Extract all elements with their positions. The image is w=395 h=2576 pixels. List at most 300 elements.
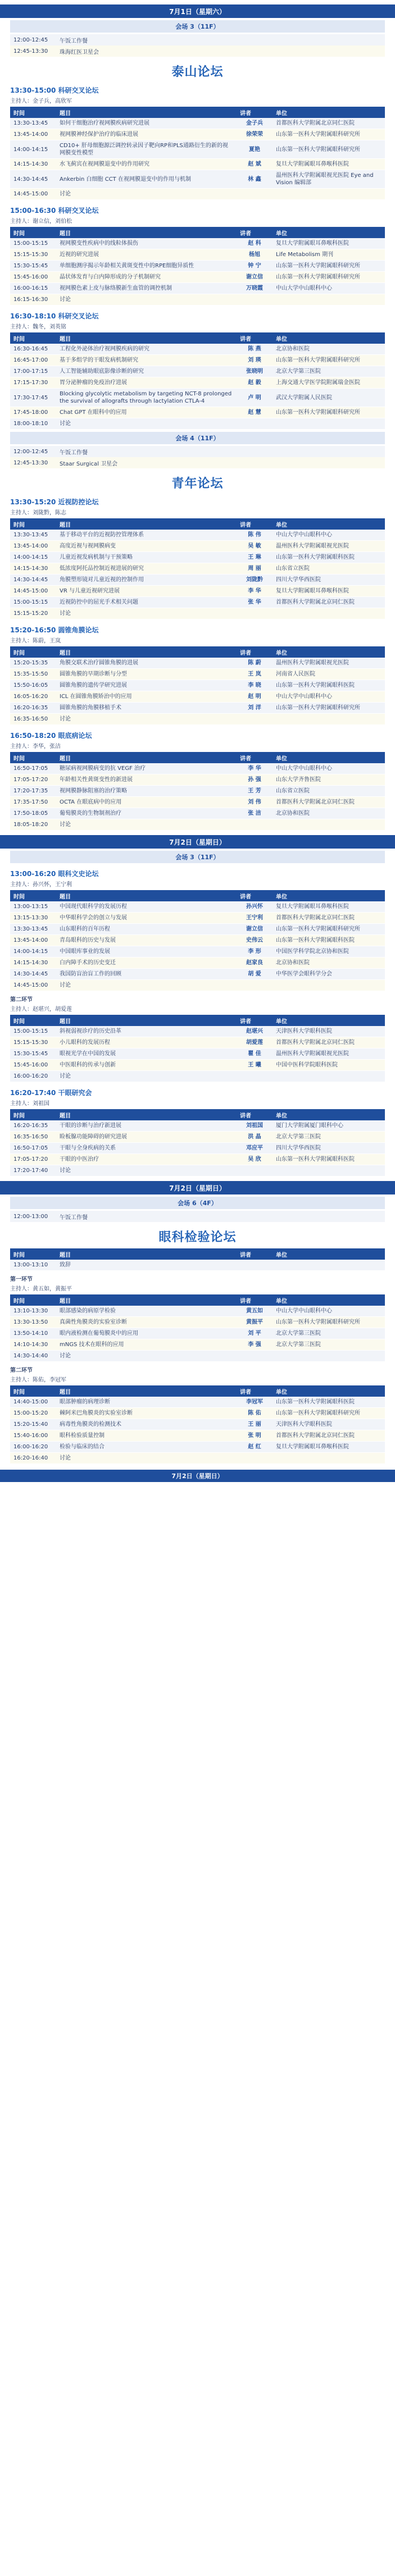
session-table <box>10 1109 385 1177</box>
talk-time: 14:15-14:30 <box>10 159 56 170</box>
column-header: 单位 <box>273 107 385 118</box>
talk-row <box>10 774 385 786</box>
talk-row <box>10 1037 385 1048</box>
talk-affiliation: 北京大学第三医院 <box>273 1132 385 1143</box>
talk-speaker <box>237 1071 273 1082</box>
talk-affiliation: 温州医科大学附属眼视光医院 <box>273 658 385 669</box>
column-header: 讲者 <box>237 1294 273 1306</box>
talk-affiliation: 山东第一医科大学附属眼科研究所 <box>273 407 385 418</box>
talk-row <box>10 1430 385 1442</box>
talk-title: Ankerbin 白细胞 CCT 在视网膜退变中的作用与机制 <box>56 170 237 189</box>
session-table <box>10 332 385 430</box>
session-header <box>10 625 385 644</box>
talk-affiliation: 首都医科大学附属北京同仁医院 <box>273 1430 385 1442</box>
program-schedule <box>0 4 395 1482</box>
talk-affiliation: Life Metabolism 期刊 <box>273 249 385 261</box>
talk-time: 17:00-17:15 <box>10 366 56 377</box>
talk-row <box>10 541 385 552</box>
talk-title: 眼内液检测在葡萄膜炎中的应用 <box>56 1328 237 1339</box>
talk-row <box>10 586 385 597</box>
talk-speaker <box>237 1453 273 1464</box>
talk-time: 16:50-17:05 <box>10 1143 56 1154</box>
talk-time: 15:00-15:15 <box>10 238 56 249</box>
talk-title: 睑板腺功能障碍的研究进展 <box>56 1132 237 1143</box>
column-header: 题目 <box>56 332 237 344</box>
talk-speaker: 李 形 <box>237 946 273 958</box>
talk-affiliation: 山东省立医院 <box>273 563 385 575</box>
talk-row <box>10 1408 385 1419</box>
talk-time: 14:30-14:45 <box>10 575 56 586</box>
talk-speaker: 陈 伟 <box>237 530 273 541</box>
talk-speaker: 刘祖国 <box>237 1120 273 1132</box>
talk-speaker: 万晓霞 <box>237 283 273 294</box>
talk-affiliation: 温州医科大学附属眼视光医院 <box>273 541 385 552</box>
talk-affiliation <box>273 1071 385 1082</box>
talk-row <box>10 355 385 366</box>
talk-time: 16:35-16:50 <box>10 714 56 725</box>
talk-speaker: 徐荣荣 <box>237 129 273 140</box>
talk-row <box>10 1260 385 1271</box>
talk-speaker: 孙 强 <box>237 774 273 786</box>
talk-affiliation: 温州医科大学附属眼视光医院 <box>273 1048 385 1060</box>
talk-row <box>10 407 385 418</box>
talk-row <box>10 1060 385 1071</box>
talk-affiliation: 中山大学中山眼科中心 <box>273 283 385 294</box>
talk-title: 胃分泌肿瘤的免疫治疗进展 <box>56 377 237 389</box>
talk-time: 16:50-17:05 <box>10 763 56 774</box>
date-banner: 7月2日（星期日） <box>0 835 395 849</box>
talk-speaker <box>237 1260 273 1271</box>
column-header: 题目 <box>56 752 237 763</box>
column-header: 题目 <box>56 518 237 530</box>
talk-time: 14:30-14:45 <box>10 170 56 189</box>
session-header <box>10 311 385 330</box>
talk-row <box>10 283 385 294</box>
talk-affiliation: 山东第一医科大学附属眼科研究所 <box>273 129 385 140</box>
talk-title: 视网膜变性疾病中的线粒体损伤 <box>56 238 237 249</box>
session-title: 16:50-18:20 眼底病论坛 <box>10 732 92 740</box>
talk-speaker: 瞿 佳 <box>237 1048 273 1060</box>
talk-time: 13:15-13:30 <box>10 913 56 924</box>
footer-date-banner: 7月2日（星期日） <box>0 1470 395 1482</box>
talk-affiliation: 首都医科大学附属北京同仁医院 <box>273 1037 385 1048</box>
talk-affiliation: 北京协和医院 <box>273 808 385 819</box>
talk-speaker <box>237 294 273 306</box>
talk-row <box>10 1453 385 1464</box>
talk-title: 棘阿米巴角膜炎的实验室诊断 <box>56 1408 237 1419</box>
talk-affiliation <box>273 189 385 200</box>
talk-row <box>10 980 385 991</box>
talk-time: 13:30-13:45 <box>10 530 56 541</box>
break-time: 12:00-13:00 <box>13 1213 48 1220</box>
group-label: 第一环节 <box>10 1276 33 1283</box>
break-title: 午饭工作餐 <box>60 449 88 456</box>
talk-row <box>10 1132 385 1143</box>
session-chair: 主持人：谢立信，刘伯松 <box>10 218 72 225</box>
column-header: 讲者 <box>237 646 273 658</box>
talk-speaker: 王 岚 <box>237 669 273 680</box>
table-header-row <box>10 890 385 901</box>
talk-row <box>10 924 385 935</box>
talk-time: 14:10-14:30 <box>10 1339 56 1351</box>
talk-title: 视网膜色素上皮与脉络膜新生血管的调控机制 <box>56 283 237 294</box>
talk-row <box>10 366 385 377</box>
talk-title: 讨论 <box>56 189 237 200</box>
talk-time: 17:50-18:05 <box>10 808 56 819</box>
talk-time: 16:00-16:20 <box>10 1071 56 1082</box>
talk-time: 15:30-15:45 <box>10 1048 56 1060</box>
session-title: 13:30-15:00 科研交叉论坛 <box>10 86 99 94</box>
talk-affiliation: 中华医学会眼科学分会 <box>273 969 385 980</box>
talk-time: 17:45-18:00 <box>10 407 56 418</box>
talk-speaker: 赵 明 <box>237 691 273 703</box>
talk-time: 14:30-14:45 <box>10 969 56 980</box>
talk-title: 儿童近视发病机制与干预策略 <box>56 552 237 563</box>
talk-speaker: 谢立信 <box>237 272 273 283</box>
talk-affiliation: 中国医学科学院北京协和医院 <box>273 946 385 958</box>
talk-time: 16:30-16:45 <box>10 344 56 355</box>
column-header: 单位 <box>273 1248 385 1260</box>
talk-title: 如何干细胞治疗视网膜疾病研究进展 <box>56 118 237 129</box>
talk-title: 真菌性角膜炎的实验室诊断 <box>56 1317 237 1328</box>
break-title: 珠海红医卫星会 <box>60 49 99 56</box>
talk-affiliation <box>273 714 385 725</box>
break-row <box>10 34 385 45</box>
talk-speaker <box>237 189 273 200</box>
talk-affiliation: 山东第一医科大学附属眼科研究所 <box>273 703 385 714</box>
talk-time: 17:15-17:30 <box>10 377 56 389</box>
talk-speaker: 胡 爱 <box>237 969 273 980</box>
talk-title: 近视的研究进展 <box>56 249 237 261</box>
talk-speaker: 邓应平 <box>237 1143 273 1154</box>
session-chair: 主持人：刘祖国 <box>10 1101 49 1107</box>
column-header: 讲者 <box>237 1385 273 1397</box>
talk-affiliation: 山东省立医院 <box>273 786 385 797</box>
talk-title: 晶状体发育与白内障形成的分子机制研究 <box>56 272 237 283</box>
talk-title: 眼科检验质量控制 <box>56 1430 237 1442</box>
talk-title: 年龄相关性黄斑变性的新进展 <box>56 774 237 786</box>
forum-title: 眼科检验论坛 <box>158 1230 237 1244</box>
column-header: 题目 <box>56 1385 237 1397</box>
talk-time: 15:35-15:50 <box>10 669 56 680</box>
talk-affiliation: 北京协和医院 <box>273 958 385 969</box>
column-header: 单位 <box>273 1385 385 1397</box>
talk-row <box>10 377 385 389</box>
talk-time: 16:05-16:20 <box>10 691 56 703</box>
talk-time: 14:40-15:00 <box>10 1397 56 1408</box>
talk-time: 14:45-15:00 <box>10 980 56 991</box>
column-header: 题目 <box>56 1294 237 1306</box>
talk-time: 16:00-16:20 <box>10 1442 56 1453</box>
talk-time: 15:15-15:20 <box>10 608 56 619</box>
talk-speaker: 周 丽 <box>237 563 273 575</box>
talk-speaker <box>237 1351 273 1362</box>
talk-title: 山东眼科的百年历程 <box>56 924 237 935</box>
talk-affiliation <box>273 980 385 991</box>
session-header <box>10 731 385 750</box>
talk-speaker <box>237 714 273 725</box>
talk-affiliation: 山东第一医科大学附属眼科研究所 <box>273 355 385 366</box>
talk-row <box>10 958 385 969</box>
talk-time: 17:35-17:50 <box>10 797 56 808</box>
column-header: 时间 <box>10 646 56 658</box>
talk-row <box>10 946 385 958</box>
talk-affiliation <box>273 819 385 831</box>
talk-row <box>10 691 385 703</box>
column-header: 题目 <box>56 1015 237 1026</box>
talk-title: 眼部肿瘤的病理诊断 <box>56 1397 237 1408</box>
talk-title: 人工智能辅助眼底影像诊断的研究 <box>56 366 237 377</box>
talk-speaker: 李 华 <box>237 763 273 774</box>
talk-affiliation <box>273 418 385 430</box>
talk-time: 17:05-17:20 <box>10 1154 56 1165</box>
talk-row <box>10 159 385 170</box>
talk-row <box>10 1026 385 1037</box>
talk-row <box>10 714 385 725</box>
talk-speaker: 陈 佑 <box>237 1408 273 1419</box>
talk-affiliation: 山东第一医科大学附属眼科医院 <box>273 680 385 691</box>
talk-row <box>10 552 385 563</box>
talk-speaker: 王 曦 <box>237 1060 273 1071</box>
talk-time: 17:30-17:45 <box>10 389 56 407</box>
talk-row <box>10 140 385 159</box>
column-header: 题目 <box>56 890 237 901</box>
talk-time: 15:40-16:00 <box>10 1430 56 1442</box>
column-header: 讲者 <box>237 1109 273 1120</box>
talk-affiliation: 复旦大学附属眼耳鼻喉科医院 <box>273 586 385 597</box>
talk-time: 13:30-13:45 <box>10 118 56 129</box>
talk-title: 讨论 <box>56 608 237 619</box>
talk-affiliation: 复旦大学附属眼耳鼻喉科医院 <box>273 1442 385 1453</box>
talk-row <box>10 563 385 575</box>
break-row <box>10 45 385 57</box>
column-header: 题目 <box>56 1248 237 1260</box>
column-header: 时间 <box>10 1294 56 1306</box>
talk-title: 小儿眼科的发展历程 <box>56 1037 237 1048</box>
group-label: 第二环节 <box>10 1367 33 1374</box>
column-header: 时间 <box>10 752 56 763</box>
talk-speaker: 洪 晶 <box>237 1132 273 1143</box>
talk-time: 14:00-14:15 <box>10 140 56 159</box>
talk-time: 16:20-16:35 <box>10 1120 56 1132</box>
talk-speaker: 金子兵 <box>237 118 273 129</box>
table-header-row <box>10 1385 385 1397</box>
talk-time: 15:20-15:35 <box>10 658 56 669</box>
talk-row <box>10 1143 385 1154</box>
talk-speaker: 赵堪兴 <box>237 1026 273 1037</box>
date-banner: 7月2日（星期日） <box>0 1181 395 1194</box>
talk-title: 视网膜神经保护治疗的临床进展 <box>56 129 237 140</box>
talk-speaker: 张 洁 <box>237 808 273 819</box>
talk-row <box>10 1165 385 1177</box>
talk-row <box>10 118 385 129</box>
talk-affiliation: 中山大学中山眼科中心 <box>273 1306 385 1317</box>
talk-speaker: 林 鑫 <box>237 170 273 189</box>
break-list <box>10 34 385 57</box>
session-table <box>10 227 385 306</box>
venue-banner: 会场 3（11F） <box>10 20 385 33</box>
talk-affiliation: 首都医科大学附属北京同仁医院 <box>273 913 385 924</box>
talk-affiliation: 北京协和医院 <box>273 344 385 355</box>
talk-speaker: 杨旭 <box>237 249 273 261</box>
talk-speaker: 刘 平 <box>237 1328 273 1339</box>
talk-affiliation: 复旦大学附属眼耳鼻喉科医院 <box>273 901 385 913</box>
talk-title: 讨论 <box>56 1453 237 1464</box>
session-chair: 主持人：刘陇黔，陈志 <box>10 510 66 516</box>
talk-affiliation: 山东第一医科大学附属眼科医院 <box>273 1154 385 1165</box>
talk-title: Chat GPT 在眼科中的应用 <box>56 407 237 418</box>
session-title: 16:20-17:40 干眼研究会 <box>10 1089 92 1097</box>
talk-affiliation <box>273 294 385 306</box>
session-table <box>10 752 385 831</box>
talk-title: 讨论 <box>56 1165 237 1177</box>
session-title: 15:00-16:30 科研交叉论坛 <box>10 207 99 215</box>
talk-title: 圆锥角膜的早期诊断与分型 <box>56 669 237 680</box>
column-header: 时间 <box>10 518 56 530</box>
column-header: 题目 <box>56 227 237 238</box>
talk-affiliation: 复旦大学附属眼耳鼻喉科医院 <box>273 238 385 249</box>
break-list <box>10 446 385 468</box>
session-table <box>10 1294 385 1362</box>
table-header-row <box>10 227 385 238</box>
column-header: 时间 <box>10 1015 56 1026</box>
talk-affiliation: 北京大学第三医院 <box>273 366 385 377</box>
column-header: 讲者 <box>237 1248 273 1260</box>
talk-speaker: 吴 欣 <box>237 1154 273 1165</box>
session-table <box>10 646 385 725</box>
talk-time: 15:15-15:30 <box>10 1037 56 1048</box>
talk-time: 13:10-13:30 <box>10 1306 56 1317</box>
talk-title: 我国防盲治盲工作的回顾 <box>56 969 237 980</box>
column-header: 时间 <box>10 107 56 118</box>
talk-title: 讨论 <box>56 714 237 725</box>
break-list <box>10 1211 385 1222</box>
talk-time: 14:45-15:00 <box>10 586 56 597</box>
forum-title: 青年论坛 <box>171 477 224 491</box>
talk-time: 15:45-16:00 <box>10 1060 56 1071</box>
talk-speaker <box>237 980 273 991</box>
talk-speaker <box>237 1165 273 1177</box>
talk-affiliation: 中山大学中山眼科中心 <box>273 691 385 703</box>
talk-title: 中医眼科的传承与创新 <box>56 1060 237 1071</box>
talk-speaker <box>237 418 273 430</box>
talk-row <box>10 935 385 946</box>
session-header <box>10 869 385 888</box>
talk-row <box>10 530 385 541</box>
talk-affiliation: 北京大学第三医院 <box>273 1339 385 1351</box>
talk-title: 讨论 <box>56 1351 237 1362</box>
talk-speaker: 赵家良 <box>237 958 273 969</box>
talk-speaker: 刘陇黔 <box>237 575 273 586</box>
talk-speaker: 陈 蔚 <box>237 658 273 669</box>
talk-time: 15:00-15:20 <box>10 1408 56 1419</box>
talk-time: 14:00-14:15 <box>10 946 56 958</box>
talk-speaker: 吴 敏 <box>237 541 273 552</box>
talk-speaker: 孙兴怀 <box>237 901 273 913</box>
talk-affiliation: 山东大学齐鲁医院 <box>273 774 385 786</box>
talk-affiliation <box>273 608 385 619</box>
talk-title: 圆锥角膜的角膜移植手术 <box>56 703 237 714</box>
talk-title: 高度近视与视网膜病变 <box>56 541 237 552</box>
talk-speaker: 赵 毅 <box>237 377 273 389</box>
talk-row <box>10 272 385 283</box>
talk-affiliation: 首都医科大学附属北京同仁医院 <box>273 597 385 608</box>
talk-row <box>10 575 385 586</box>
session-title: 16:30-18:10 科研交叉论坛 <box>10 312 99 320</box>
talk-time: 15:20-15:40 <box>10 1419 56 1430</box>
group-chair: 主持人：黄五如，黄振平 <box>10 1286 72 1292</box>
talk-time: 13:30-13:45 <box>10 924 56 935</box>
talk-row <box>10 1120 385 1132</box>
talk-speaker: 刘 洋 <box>237 703 273 714</box>
talk-row <box>10 294 385 306</box>
talk-title: 干眼与全身疾病的关系 <box>56 1143 237 1154</box>
talk-title: 青岛眼科的历史与发展 <box>56 935 237 946</box>
session-table <box>10 518 385 619</box>
talk-affiliation: 山东第一医科大学附属眼科医院 <box>273 935 385 946</box>
column-header: 时间 <box>10 227 56 238</box>
talk-affiliation: 温州医科大学附属眼视光医院 Eye and Vision 编辑部 <box>273 170 385 189</box>
talk-row <box>10 703 385 714</box>
talk-title: 中华眼科学会的创立与发展 <box>56 913 237 924</box>
talk-affiliation: 山东第一医科大学附属眼科研究所 <box>273 1408 385 1419</box>
talk-time: 17:20-17:40 <box>10 1165 56 1177</box>
talk-title: mNGS 技术在眼科的应用 <box>56 1339 237 1351</box>
session-title: 15:20-16:50 圆锥角膜论坛 <box>10 626 99 634</box>
talk-row <box>10 344 385 355</box>
break-row <box>10 457 385 468</box>
talk-title: 干眼的中医治疗 <box>56 1154 237 1165</box>
break-title: 午饭工作餐 <box>60 1214 88 1221</box>
talk-row <box>10 969 385 980</box>
session-chair: 主持人：孙兴怀，王宁利 <box>10 882 72 888</box>
talk-row <box>10 819 385 831</box>
talk-speaker: 李 华 <box>237 586 273 597</box>
talk-affiliation: 山东第一医科大学附属眼科研究所 <box>273 261 385 272</box>
talk-affiliation <box>273 1351 385 1362</box>
talk-affiliation: 天津医科大学眼科医院 <box>273 1026 385 1037</box>
column-header: 题目 <box>56 1109 237 1120</box>
talk-time: 15:00-15:15 <box>10 1026 56 1037</box>
talk-speaker: 黄振平 <box>237 1317 273 1328</box>
talk-title: 圆锥角膜的遗传学研究进展 <box>56 680 237 691</box>
talk-row <box>10 189 385 200</box>
column-header: 单位 <box>273 646 385 658</box>
column-header: 讲者 <box>237 890 273 901</box>
talk-title: 基于多组学的干眼发病机制研究 <box>56 355 237 366</box>
column-header: 单位 <box>273 1015 385 1026</box>
talk-affiliation: 山东第一医科大学附属眼科医院 <box>273 552 385 563</box>
talk-time: 13:00-13:10 <box>10 1260 56 1271</box>
talk-time: 16:20-16:35 <box>10 703 56 714</box>
talk-time: 16:45-17:00 <box>10 355 56 366</box>
break-time: 12:45-13:30 <box>13 459 48 466</box>
column-header: 时间 <box>10 1385 56 1397</box>
talk-speaker: 谢立信 <box>237 924 273 935</box>
column-header: 单位 <box>273 332 385 344</box>
talk-time: 13:30-13:50 <box>10 1317 56 1328</box>
session-table <box>10 890 385 991</box>
talk-title: 检验与临床的结合 <box>56 1442 237 1453</box>
talk-title: 眼视光学在中国的发展 <box>56 1048 237 1060</box>
table-header-row <box>10 646 385 658</box>
talk-time: 15:45-16:00 <box>10 272 56 283</box>
column-header: 讲者 <box>237 332 273 344</box>
break-row <box>10 446 385 457</box>
column-header: 讲者 <box>237 227 273 238</box>
talk-time: 18:05-18:20 <box>10 819 56 831</box>
talk-title: 白内障手术的历史变迁 <box>56 958 237 969</box>
